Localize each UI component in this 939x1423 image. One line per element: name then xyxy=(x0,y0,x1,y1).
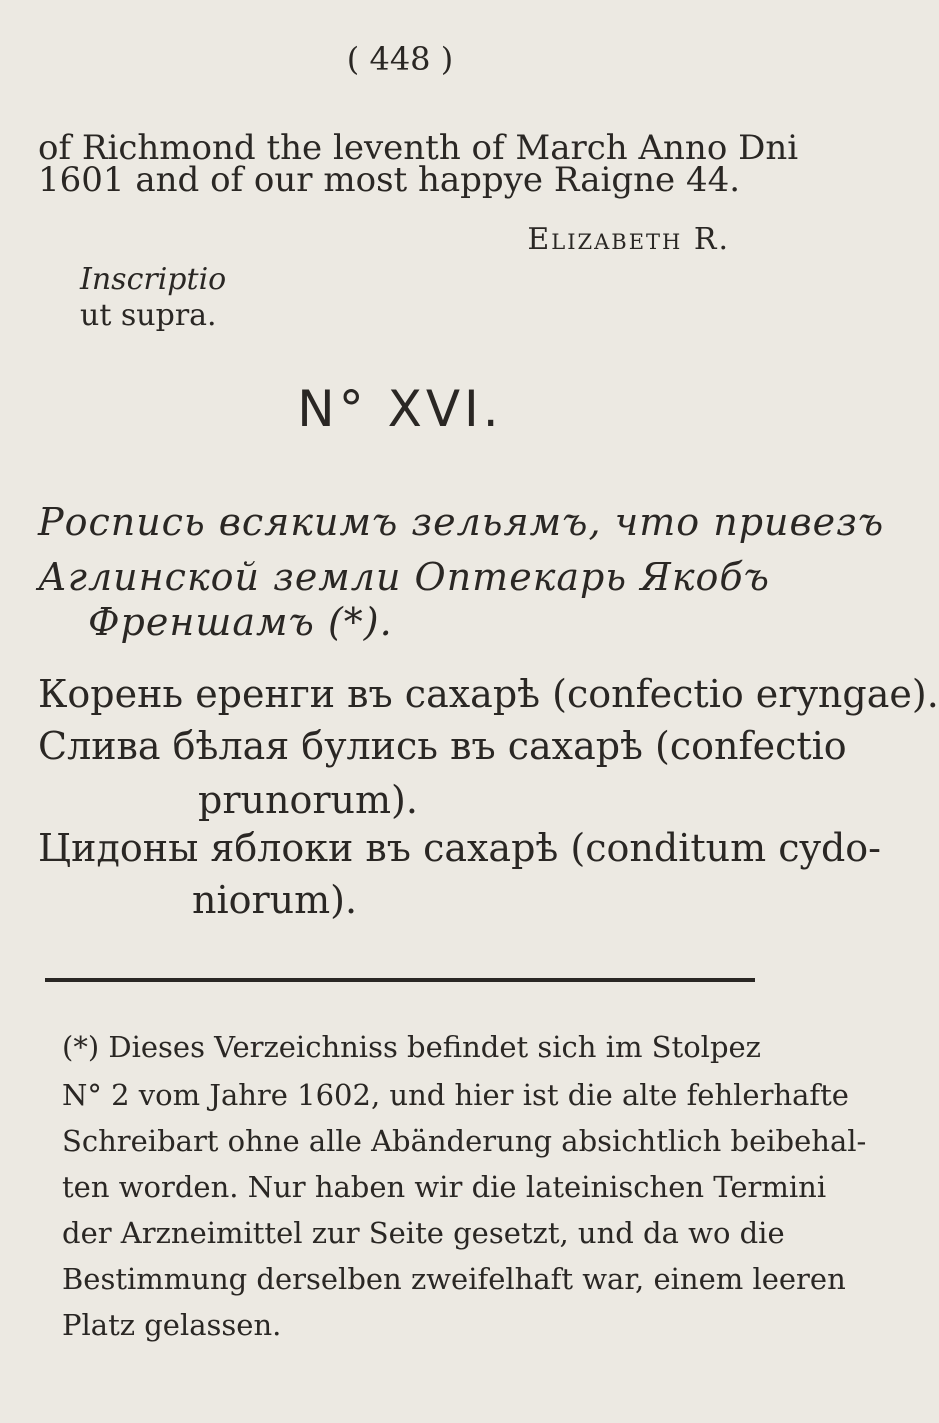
title-line-3: Френшамъ (*). xyxy=(88,600,393,644)
page-number: ( 448 ) xyxy=(346,40,454,78)
item-line-3: prunorum). xyxy=(198,778,418,822)
title-line-2: Аглинской земли Оптекарь Якобъ xyxy=(38,555,770,599)
item-line-4: Цидоны яблоки въ сахарѣ (conditum cydo- xyxy=(38,826,881,870)
signature: Elizabeth R. xyxy=(527,222,730,257)
footnote-line-1: (*) Dieses Verzeichniss befindet sich im Stolpez xyxy=(62,1030,761,1064)
footnote-line-3: Schreibart ohne alle Abänderung absichtlich beibehal- xyxy=(62,1124,867,1158)
item-line-5: niorum). xyxy=(192,878,358,922)
inscription-text: ut supra. xyxy=(80,298,217,333)
letter-line-2: 1601 and of our most happye Raigne 44. xyxy=(38,160,741,200)
inscription-label: Inscriptio xyxy=(80,262,227,297)
title-line-1: Роспись всякимъ зельямъ, что привезъ xyxy=(38,500,885,544)
footnote-divider xyxy=(45,978,755,982)
letter-line-1: of Richmond the leventh of March Anno Dni xyxy=(38,128,799,168)
item-line-1: Корень еренги въ сахарѣ (confectio eryngae). xyxy=(38,672,939,716)
footnote-line-4: ten worden. Nur haben wir die lateinischen Termini xyxy=(62,1170,827,1204)
item-line-2: Слива бѣлая булись въ сахарѣ (confectio xyxy=(38,724,847,768)
footnote-line-5: der Arzneimittel zur Seite gesetzt, und da wo die xyxy=(62,1216,785,1250)
footnote-line-2: N° 2 vom Jahre 1602, und hier ist die alte fehlerhafte xyxy=(62,1078,849,1112)
footnote-line-7: Platz gelassen. xyxy=(62,1308,282,1342)
footnote-line-6: Bestimmung derselben zweifelhaft war, einem leeren xyxy=(62,1262,846,1296)
section-heading: N° XVI. xyxy=(297,380,503,438)
